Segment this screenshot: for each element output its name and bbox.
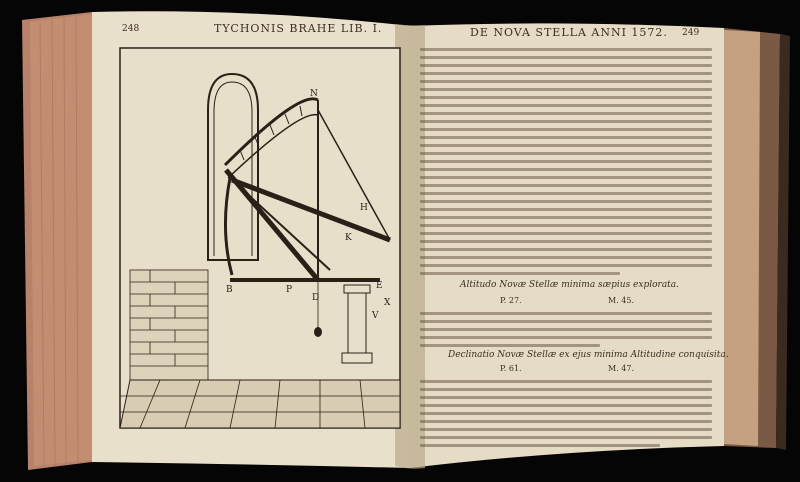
caption-declination: Declinatio Novæ Stellæ ex ejus minima Altitudine conquisita.	[448, 350, 729, 360]
left-running-head: TYCHONIS BRAHE LIB. I.	[214, 22, 383, 35]
woodcut-quadrant-figure	[120, 48, 400, 428]
figure-label: P	[286, 285, 293, 295]
declination-degrees: P. 61.	[500, 364, 522, 373]
right-running-head: DE NOVA STELLA ANNI 1572.	[470, 26, 668, 39]
figure-label: D	[312, 293, 320, 303]
figure-label: V	[372, 311, 379, 321]
altitude-minutes: M. 45.	[608, 296, 634, 305]
figure-label: X	[384, 298, 391, 308]
figure-label: H	[360, 203, 368, 213]
altitude-degrees: P. 27.	[500, 296, 522, 305]
right-page-number: 249	[682, 28, 700, 38]
figure-label: K	[345, 233, 352, 243]
figure-label: E	[376, 281, 383, 291]
caption-altitude: Altitudo Novæ Stellæ minima sæpius explorata.	[460, 280, 680, 290]
left-page-number: 248	[122, 24, 140, 34]
declination-minutes: M. 47.	[608, 364, 634, 373]
figure-label: N	[310, 89, 318, 99]
figure-label: B	[226, 285, 233, 295]
